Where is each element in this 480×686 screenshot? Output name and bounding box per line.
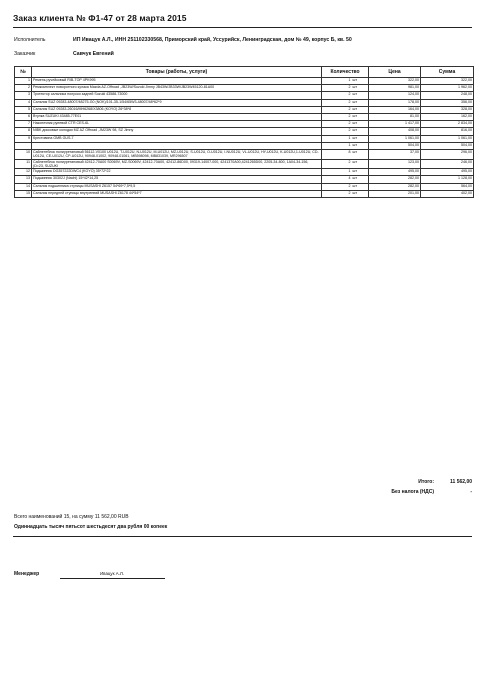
row-name: NIBK дисковые колодки MZ AZ Offroad ,JM23W 98, SZ Jimny <box>32 128 322 135</box>
row-name: Наконечник рулевой CTR CES-6L <box>32 121 322 128</box>
row-price: 504,00 <box>369 142 421 149</box>
table-row <box>15 176 474 183</box>
row-name <box>32 142 322 149</box>
row-price: 37,00 <box>369 149 421 159</box>
row-num: 2 <box>15 85 32 92</box>
items-table <box>14 66 474 198</box>
row-sum: 296,00 <box>421 149 474 159</box>
row-sum: 1 962,00 <box>421 85 474 92</box>
row-price: 495,00 <box>369 169 421 176</box>
table-row <box>15 149 474 159</box>
row-qty: 2 <box>322 159 352 169</box>
summary-count: Всего наименований 15, на сумму 11 562,00 RUB <box>14 514 129 520</box>
row-name: Ремень ручейковый RIB-TOP 4PK995 <box>32 78 322 85</box>
row-name: Ремкомплект поворотного кулака Mazda AZ-Offroad ,JB23W/Suzuki Jimny JB43W/JB33W/JB23W45120-81A00 <box>32 85 322 92</box>
row-name: Сайлентблок полиуретановый 42412-70A00 S0069V, MZ-S0069V, 42412-70A00, 42412-86D00, 09319-14007-000, 4241370A00,4241265D00, 2205-34-800, 1A04-34-156, (D=23, SUZUKI <box>32 159 322 169</box>
table-row <box>15 135 474 142</box>
executor-label: Исполнитель <box>14 37 46 43</box>
row-sum: 322,00 <box>421 78 474 85</box>
row-num: 4 <box>15 99 32 106</box>
row-sum: 162,00 <box>421 113 474 120</box>
row-unit: шт <box>352 142 369 149</box>
summary-words: Одиннадцать тысяч пятьсот шестьдесят два рубля 00 копеек <box>14 524 168 530</box>
table-row <box>15 169 474 176</box>
total-label: Итого: <box>418 479 434 485</box>
row-price: 408,00 <box>369 128 421 135</box>
table-header-row <box>15 67 474 78</box>
row-unit: шт <box>352 78 369 85</box>
row-price: 981,00 <box>369 85 421 92</box>
row-price: 164,00 <box>369 106 421 113</box>
row-unit: шт <box>352 128 369 135</box>
row-unit: шт <box>352 159 369 169</box>
row-sum: 2 834,00 <box>421 121 474 128</box>
row-price: 81,00 <box>369 113 421 120</box>
row-name: Тротектор сальника полуоси задней Suzuki 43588-73000 <box>32 92 322 99</box>
row-num: 13 <box>15 176 32 183</box>
row-sum: 402,00 <box>421 190 474 197</box>
row-num: 12 <box>15 169 32 176</box>
row-sum: 564,00 <box>421 183 474 190</box>
summary-underline <box>13 536 472 537</box>
row-num: 6 <box>15 113 32 120</box>
table-row <box>15 190 474 197</box>
row-unit: шт <box>352 190 369 197</box>
row-unit: шт <box>352 99 369 106</box>
customer-value: Савчук Евгений <box>73 51 114 57</box>
row-num: 15 <box>15 190 32 197</box>
row-qty: 2 <box>322 85 352 92</box>
row-num: 7 <box>15 121 32 128</box>
row-num: 3 <box>15 92 32 99</box>
row-unit: шт <box>352 113 369 120</box>
manager-label: Менеджер <box>14 571 40 577</box>
row-sum: 504,00 <box>421 142 474 149</box>
row-unit: шт <box>352 92 369 99</box>
row-name: Сальник подшипника ступицы MUSASHI Z6157 54*69*7,5*9,5 <box>32 183 322 190</box>
row-name: Сайлентблок полиуретановый 56112-V0100 U012U, T-U012U, N-U012U, M-U012U, MZ-U012U, S-U012U, O-U012U, I-NU012U, VL-U012U, HY-U012U, K-U012U,1-U012U, CD-U012U, CE-U012U, CP-U012U, 90948-01002, 90948-01061, MB598098, MB831039, MR296507 <box>32 149 322 159</box>
table-row <box>15 183 474 190</box>
row-unit: шт <box>352 106 369 113</box>
header-qty: Количество <box>322 67 369 78</box>
row-sum: 816,00 <box>421 128 474 135</box>
row-name: Сальник SUZ 09283-48007/48275-G0 (NOK)/101-35-1/54/65W3-48007/48*62*9 <box>32 99 322 106</box>
vat-row <box>364 489 472 495</box>
row-price: 123,00 <box>369 159 421 169</box>
row-sum: 248,00 <box>421 92 474 99</box>
header-name: Товары (работы, услуги) <box>32 67 322 78</box>
table-row <box>15 113 474 120</box>
row-price: 1 061,00 <box>369 135 421 142</box>
row-qty: 2 <box>322 99 352 106</box>
row-name: Сальник передней ступицы внутренний MUSASHI Z6178 44*54*7 <box>32 190 322 197</box>
table-row <box>15 85 474 92</box>
table-row <box>15 92 474 99</box>
table-row <box>15 128 474 135</box>
row-name: Крестовина GMB GUS-7 <box>32 135 322 142</box>
row-qty: 1 <box>322 169 352 176</box>
row-unit: шт <box>352 135 369 142</box>
row-qty: 4 <box>322 176 352 183</box>
row-price: 282,00 <box>369 176 421 183</box>
row-unit: шт <box>352 176 369 183</box>
total-value: 11 562,00 <box>450 479 472 485</box>
table-row <box>15 142 474 149</box>
signature-line <box>60 578 165 579</box>
row-unit: шт <box>352 149 369 159</box>
row-sum: 246,00 <box>421 159 474 169</box>
row-unit: шт <box>352 85 369 92</box>
row-num: 8 <box>15 128 32 135</box>
row-price: 178,00 <box>369 99 421 106</box>
executor-value: ИП Ивацук А.Л., ИНН 251102330568, Приморский край, Уссурийск, Ленинградская, дом № 49, корпус Б, кв. 50 <box>73 37 352 43</box>
row-unit: шт <box>352 169 369 176</box>
row-num: 11 <box>15 159 32 169</box>
row-price: 1 417,00 <box>369 121 421 128</box>
title-underline <box>13 27 472 28</box>
customer-label: Заказчик <box>14 51 36 57</box>
row-qty: 2 <box>322 128 352 135</box>
table-row <box>15 106 474 113</box>
header-sum: Сумма <box>421 67 474 78</box>
row-price: 124,00 <box>369 92 421 99</box>
row-qty: 1 <box>322 142 352 149</box>
row-name: Втулка SUZUKI 43485-77E01 <box>32 113 322 120</box>
document-title: Заказ клиента № Ф1-47 от 28 марта 2015 <box>13 13 187 23</box>
table-body <box>15 78 474 198</box>
row-qty: 2 <box>322 183 352 190</box>
row-num: 10 <box>15 149 32 159</box>
row-unit: шт <box>352 121 369 128</box>
row-price: 282,00 <box>369 183 421 190</box>
row-qty: 2 <box>322 190 352 197</box>
table-row <box>15 159 474 169</box>
row-num: 14 <box>15 183 32 190</box>
vat-label: Без налога (НДС) <box>391 489 434 495</box>
row-sum: 328,00 <box>421 106 474 113</box>
manager-name: Ивацук А.Л. <box>100 571 124 576</box>
row-num: 1 <box>15 78 32 85</box>
row-name: Подшипник DG357222DWC4 (KOYO) 35*72*22 <box>32 169 322 176</box>
row-sum: 356,00 <box>421 99 474 106</box>
table-row <box>15 78 474 85</box>
row-qty: 2 <box>322 106 352 113</box>
row-sum: 495,00 <box>421 169 474 176</box>
table-row <box>15 99 474 106</box>
row-num: 9 <box>15 135 32 142</box>
table-row <box>15 121 474 128</box>
vat-value: - <box>470 489 472 495</box>
row-name: Сальник SUZ 09283-26016/MH6268/X3806 (KOYO) 26*38*8 <box>32 106 322 113</box>
row-price: 201,00 <box>369 190 421 197</box>
row-qty: 2 <box>322 113 352 120</box>
row-qty: 2 <box>322 92 352 99</box>
row-sum: 1 128,00 <box>421 176 474 183</box>
row-qty: 8 <box>322 149 352 159</box>
row-num: 5 <box>15 106 32 113</box>
row-qty: 1 <box>322 78 352 85</box>
row-qty: 2 <box>322 121 352 128</box>
row-num <box>15 142 32 149</box>
row-price: 322,00 <box>369 78 421 85</box>
row-qty: 1 <box>322 135 352 142</box>
row-sum: 1 061,00 <box>421 135 474 142</box>
header-num: № <box>15 67 32 78</box>
row-name: Подшипник 30302J (Nachi) 15*42*14,25 <box>32 176 322 183</box>
row-unit: шт <box>352 183 369 190</box>
header-price: Цена <box>369 67 421 78</box>
total-row <box>364 479 472 485</box>
